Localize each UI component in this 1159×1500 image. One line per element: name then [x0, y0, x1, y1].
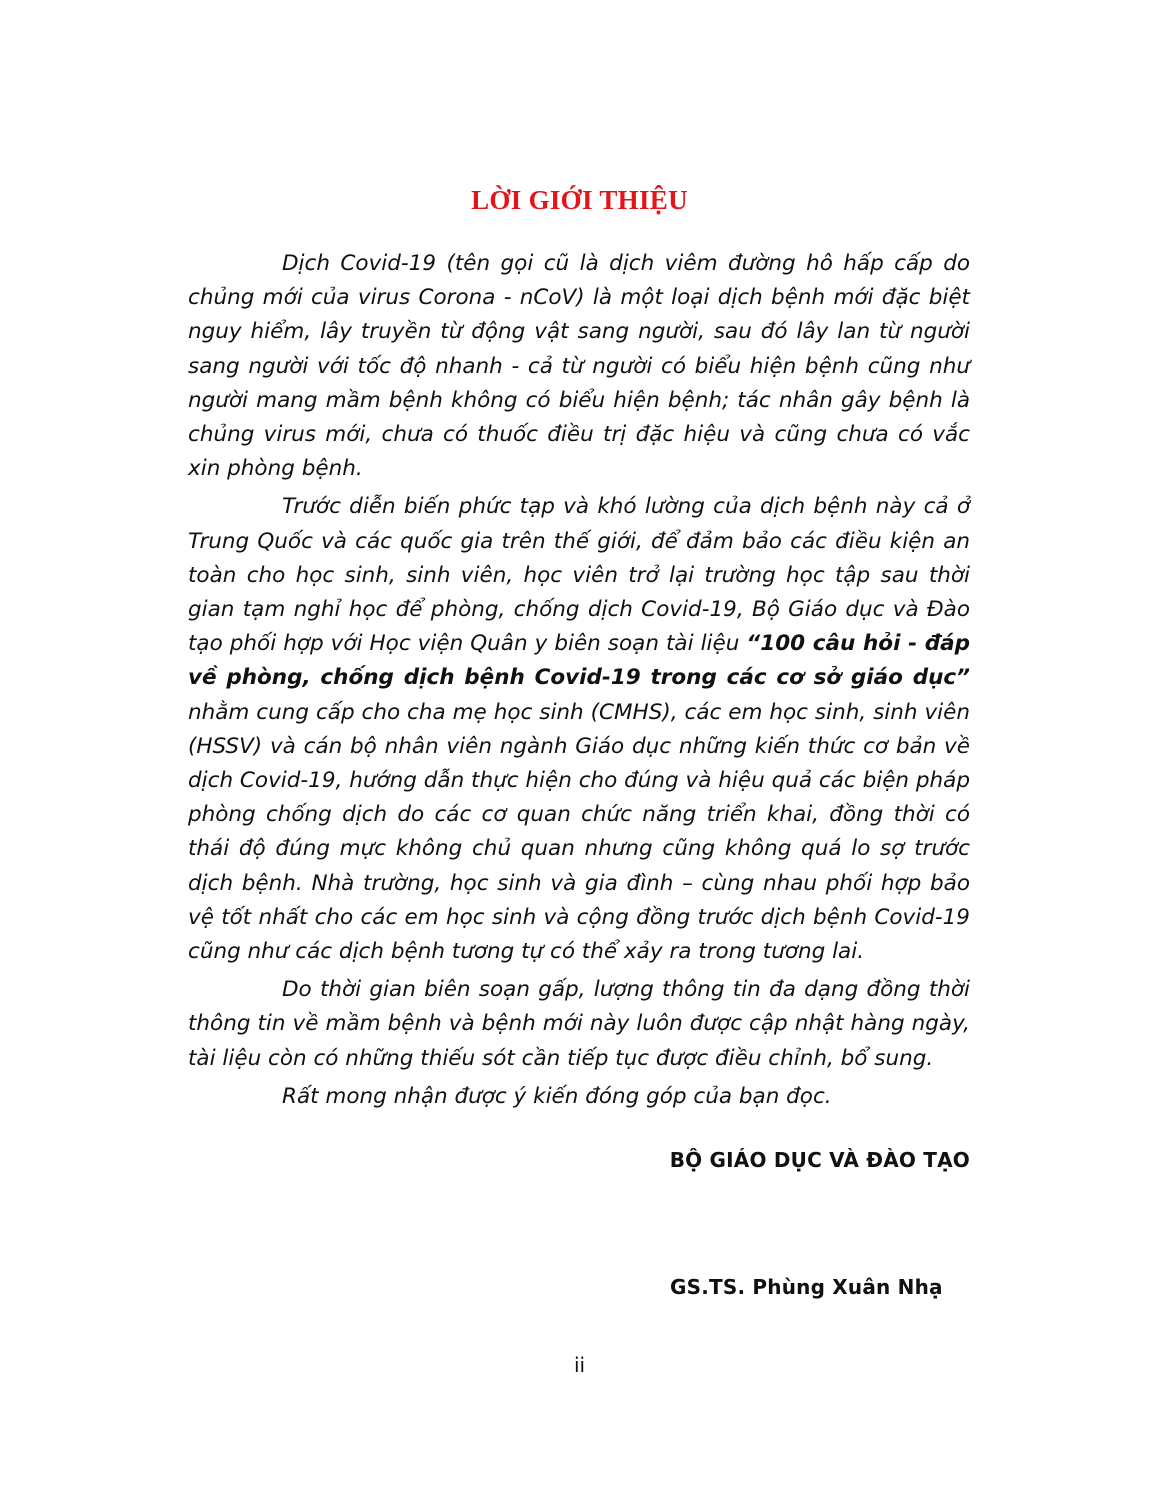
organization-name: BỘ GIÁO DỤC VÀ ĐÀO TẠO [669, 1148, 970, 1172]
page-title: LỜI GIỚI THIỆU [471, 185, 688, 215]
paragraph-1: Dịch Covid-19 (tên gọi cũ là dịch viêm đường hô hấp cấp do chủng mới của virus Corona - nCoV) là một loại dịch bệnh mới đặc biệt nguy hiểm, lây truyền từ động vật sang người, sau đó lây lan từ người sang người với tốc độ nhanh - cả từ người có biểu hiện bệnh cũng như người mang mầm bệnh không có biểu hiện bệnh; tác nhân gây bệnh là chủng virus mới, chưa có thuốc điều trị đặc hiệu và cũng chưa có vắc xin phòng bệnh. [188, 251, 970, 482]
page-number: ii [573, 1353, 586, 1377]
body-text [188, 247, 970, 1114]
document-title-quote: “100 câu hỏi - đáp về phòng, chống dịch bệnh Covid-19 trong các cơ sở giáo dục” [188, 631, 970, 691]
signer-name: GS.TS. Phùng Xuân Nhạ [670, 1275, 943, 1299]
paragraph-2-after: nhằm cung cấp cho cha mẹ học sinh (CMHS), các em học sinh, sinh viên (HSSV) và cán bộ nhân viên ngành Giáo dục những kiến thức cơ bản về dịch Covid-19, hướng dẫn thực hiện cho đúng và hiệu quả các biện pháp phòng chống dịch do các cơ quan chức năng triển khai, đồng thời có thái độ đúng mực không chủ quan nhưng cũng không quá lo sợ trước dịch bệnh. Nhà trường, học sinh và gia đình – cùng nhau phối hợp bảo vệ tốt nhất cho các em học sinh và cộng đồng trước dịch bệnh Covid-19 cũng như các dịch bệnh tương tự có thể xảy ra trong tương lai. [188, 699, 970, 965]
paragraph-2-before: Trước diễn biến phức tạp và khó lường của dịch bệnh này cả ở Trung Quốc và các quốc gia trên thế giới, để đảm bảo các điều kiện an toàn cho học sinh, sinh viên, học viên trở lại trường học tập sau thời gian tạm nghỉ học để phòng, chống dịch Covid-19, Bộ Giáo dục và Đào tạo phối hợp với Học viện Quân y biên soạn tài liệu [188, 494, 970, 657]
paragraph-3: Do thời gian biên soạn gấp, lượng thông tin đa dạng đồng thời thông tin về mầm bệnh và bệnh mới này luôn được cập nhật hàng ngày, tài liệu còn có những thiếu sót cần tiếp tục được điều chỉnh, bổ sung. [188, 977, 970, 1071]
paragraph-2 [188, 490, 970, 969]
closing-line: Rất mong nhận được ý kiến đóng góp của bạn đọc. [282, 1083, 832, 1109]
